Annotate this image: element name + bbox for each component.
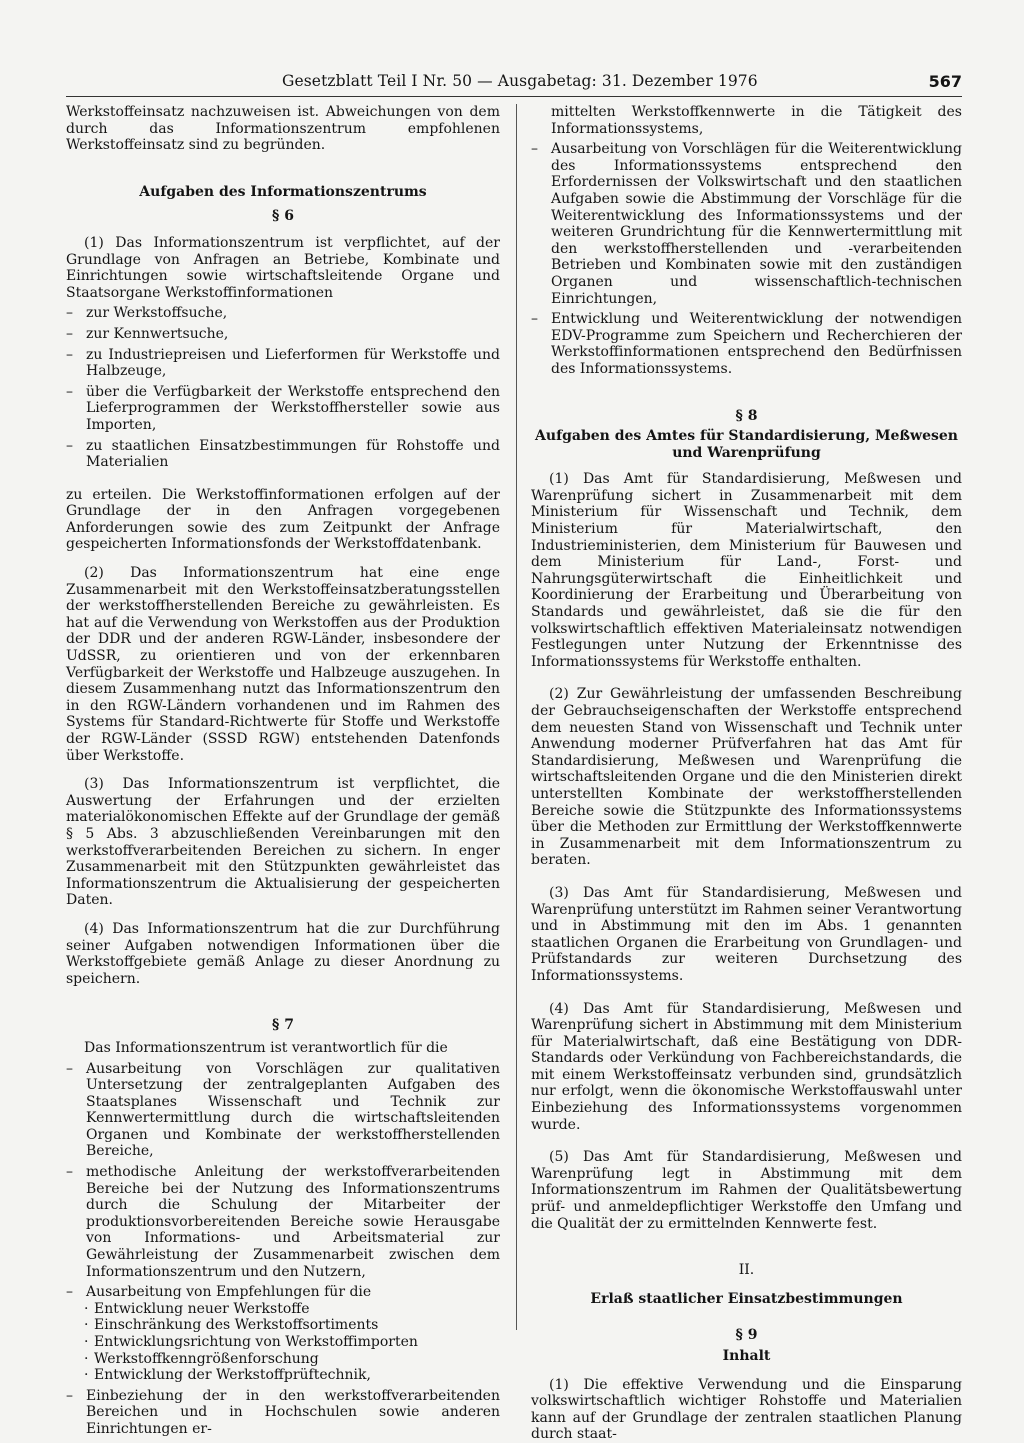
section-number: § 7 bbox=[272, 1017, 294, 1034]
list-item: – Einbeziehung der in den werkstoffverarbeitenden Bereichen und in Hochschulen sowie anderen Einrichtungen er- bbox=[66, 1387, 500, 1437]
part-number: II. bbox=[738, 1262, 755, 1279]
list-item: – zu Industriepreisen und Lieferformen für Werkstoffe und Halbzeuge, bbox=[66, 346, 500, 380]
paragraph: (4) Das Amt für Standardisierung, Meßwesen und Warenprüfung sichert in Abstimmung mit dem Ministerium für Materialwirtschaft, daß eine Bestätigung von DDR-Standards oder Verkündung von Fachbereichstandards, die mit einem Werkstoffeinsatz verbunden sind, grundsätzlich nur erfolgt, wenn die ökonomische Werkstoffauswahl unter Einbeziehung des Informationssystems vorgenommen wurde. bbox=[531, 1000, 962, 1133]
list-item: – methodische Anleitung der werkstoffverarbeitenden Bereiche bei der Nutzung des Informationszentrums durch die Schulung der Mitarbeiter der produktionsvorbereitenden Bereiche sowie Herausgabe von Informations- und Arbeitsmaterial zur Gewährleistung der Zusammenarbeit zwischen dem Informationszentrum und den Nutzern, bbox=[66, 1164, 500, 1280]
paragraph: (2) Zur Gewährleistung der umfassenden Beschreibung der Gebrauchseigenschaften der Werkstoffe entsprechend dem neuesten Stand von Wissenschaft und Technik unter Anwendung moderner Prüfverfahren hat das Amt für Standardisierung, Meßwesen und Warenprüfung die wirtschaftsleitenden Organe und die den Ministerien direkt unterstellten Kombinate der werkstoffherstellenden Bereiche sowie die Stützpunkte des Informationssystems über die Methoden zur Ermittlung der Werkstoffkennwerte in Zusammenarbeit mit dem Informationszentrum zu beraten. bbox=[531, 686, 962, 869]
page-header bbox=[282, 72, 962, 94]
list-item: – Ausarbeitung von Empfehlungen für die bbox=[66, 1284, 372, 1301]
bullet-item: · Entwicklung der Werkstoffprüftechnik, bbox=[84, 1367, 371, 1384]
section-heading: Erlaß staatlicher Einsatzbestimmungen bbox=[590, 1290, 903, 1307]
intro-paragraph: Werkstoffeinsatz nachzuweisen ist. Abweichungen von dem durch das Informationszentrum empfohlenen Werkstoffeinsatz sind zu begründen. bbox=[66, 104, 500, 154]
paragraph: zu erteilen. Die Werkstoffinformationen erfolgen auf der Grundlage der in den Anfragen vorgegebenen Anforderungen sowie des zum Zeitpunkt der Anfrage gespeicherten Informationsfonds der Werkstoffdatenbank. bbox=[66, 486, 500, 553]
list-item: – zur Kennwertsuche, bbox=[66, 325, 229, 342]
paragraph: (3) Das Informationszentrum ist verpflichtet, die Auswertung der Erfahrungen und der erzielten materialökonomischen Effekte auf der Grundlage der gemäß § 5 Abs. 3 abzuschließenden Vereinbarungen mit den werkstoffverarbeitenden Bereichen zu sichern. In enger Zusammenarbeit mit den Stützpunkten gewährleistet das Informationszentrum die Aktualisierung der gespeicherten Daten. bbox=[66, 776, 500, 909]
paragraph: Das Informationszentrum ist verantwortlich für die bbox=[84, 1039, 448, 1056]
section-number: § 9 bbox=[735, 1327, 758, 1344]
list-item: – Ausarbeitung von Vorschlägen zur qualitativen Untersetzung der zentralgeplanten Aufgaben des Staatsplanes Wissenschaft und Technik zur Kennwertermittlung durch die wirtschaftsleitenden Organen und Kombinate der werkstoffherstellenden Bereiche, bbox=[66, 1060, 500, 1160]
list-item-continued: mittelten Werkstoffkennwerte in die Tätigkeit des Informationssystems, bbox=[551, 104, 962, 137]
section-heading: und Warenprüfung bbox=[672, 444, 821, 461]
section-heading: Aufgaben des Amtes für Standardisierung, Meßwesen bbox=[535, 428, 958, 445]
paragraph: (4) Das Informationszentrum hat die zur Durchführung seiner Aufgaben notwendigen Informationen über die Werkstoffgebiete gemäß Anlage zu dieser Anordnung zu speichern. bbox=[66, 920, 500, 987]
paragraph: (1) Die effektive Verwendung und die Einsparung volkswirtschaftlich wichtiger Rohstoffe und Materialien kann auf der Grundlage der zentralen staatlichen Planung durch staat- bbox=[531, 1376, 962, 1443]
paragraph: (5) Das Amt für Standardisierung, Meßwesen und Warenprüfung legt in Abstimmung mit dem Informationszentrum im Rahmen der Qualitätsbewertung prüf- und anmeldepflichtiger Werkstoffe den Umfang und die Qualität der zu ermittelnden Kennwerte fest. bbox=[531, 1149, 962, 1232]
bullet-item: · Entwicklung neuer Werkstoffe bbox=[84, 1300, 310, 1317]
header-title: Gesetzblatt Teil I Nr. 50 — Ausgabetag: 31. Dezember 1976 bbox=[282, 72, 758, 90]
paragraph: (3) Das Amt für Standardisierung, Meßwesen und Warenprüfung unterstützt im Rahmen seiner Verantwortung und in Abstimmung mit den im Abs. 1 genannten staatlichen Organen die Erarbeitung von Grundlagen- und Prüfstandards zur weiteren Durchsetzung des Informationssystems. bbox=[531, 884, 962, 984]
left-column bbox=[66, 104, 500, 1438]
bullet-item: · Einschränkung des Werkstoffsortiments bbox=[84, 1317, 379, 1334]
list-item: – über die Verfügbarkeit der Werkstoffe entsprechend den Lieferprogrammen der Werkstoffhersteller sowie aus Importen, bbox=[66, 383, 500, 433]
list-item: – zur Werkstoffsuche, bbox=[66, 305, 228, 322]
paragraph: (2) Das Informationszentrum hat eine enge Zusammenarbeit mit den Werkstoffeinsatzberatungsstellen der werkstoffherstellenden Bereiche zu gewährleisten. Es hat auf die Verwendung von Werkstoffen aus der Produktion der DDR und der anderen RGW-Länder, insbesondere der UdSSR, zu orientieren und von der erkennbaren Verfügbarkeit der Werkstoffe und Halbzeuge auszugehen. In diesem Zusammenhang nutzt das Informationszentrum den in den RGW-Ländern vorhandenen und im Rahmen des Systems für Standard-Richtwerte für Stoffe und Werkstoffe der RGW-Länder (SSSD RGW) entstehenden Datenfonds über Werkstoffe. bbox=[66, 565, 500, 764]
paragraph: (1) Das Amt für Standardisierung, Meßwesen und Warenprüfung sichert in Zusammenarbeit mit dem Ministerium für Wissenschaft und Technik, dem Ministerium für Materialwirtschaft, den Industrieministerien, dem Ministerium für Bauwesen und dem Ministerium für Land-, Forst- und Nahrungsgüterwirtschaft die Einheitlichkeit und Koordinierung der Erarbeitung und Überarbeitung von Standards und gewährleistet, daß sie die für den volkswirtschaftlich effektiven Materialeinsatz notwendigen Festlegungen unter Nutzung der Erkenntnisse des Informationssystems für Werkstoffe enthalten. bbox=[531, 471, 962, 670]
bullet-item: · Werkstoffkenngrößenforschung bbox=[84, 1350, 319, 1367]
bullet-item: · Entwicklungsrichtung von Werkstoffimporten bbox=[84, 1334, 418, 1350]
section-number: § 6 bbox=[272, 208, 294, 225]
header-rule bbox=[66, 96, 962, 97]
paragraph: (1) Das Informationszentrum ist verpflichtet, auf der Grundlage von Anfragen an Betriebe, Kombinate und Einrichtungen sowie wirtschaftsleitende Organe und Staatsorgane Werkstoffinformationen bbox=[66, 234, 500, 301]
list-item: – Ausarbeitung von Vorschlägen für die Weiterentwicklung des Informationssystems entsprechend den Erfordernissen der Volkswirtschaft und den staatlichen Aufgaben sowie die Abstimmung der Vorschläge für die Weiterentwicklung des Informationssystems und der weiteren Grundrichtung für die Kennwertermittlung mit den werkstoffherstellenden und -verarbeitenden Betrieben und Kombinaten sowie mit den zuständigen Organen und wissenschaftlich-technischen Einrichtungen, bbox=[531, 141, 962, 307]
section-heading: Inhalt bbox=[722, 1348, 771, 1364]
list-item: – zu staatlichen Einsatzbestimmungen für Rohstoffe und Materialien bbox=[66, 437, 500, 471]
list-item: – Entwicklung und Weiterentwicklung der notwendigen EDV-Programme zum Speichern und Recherchieren der Werkstoffinformationen entsprechend den Bedürfnissen des Informationssystems. bbox=[531, 311, 962, 377]
page-number: 567 bbox=[928, 72, 962, 91]
section-heading: Aufgaben des Informationszentrums bbox=[139, 183, 427, 200]
right-column bbox=[531, 104, 962, 1443]
column-divider bbox=[516, 104, 517, 1330]
section-number: § 8 bbox=[735, 407, 758, 424]
